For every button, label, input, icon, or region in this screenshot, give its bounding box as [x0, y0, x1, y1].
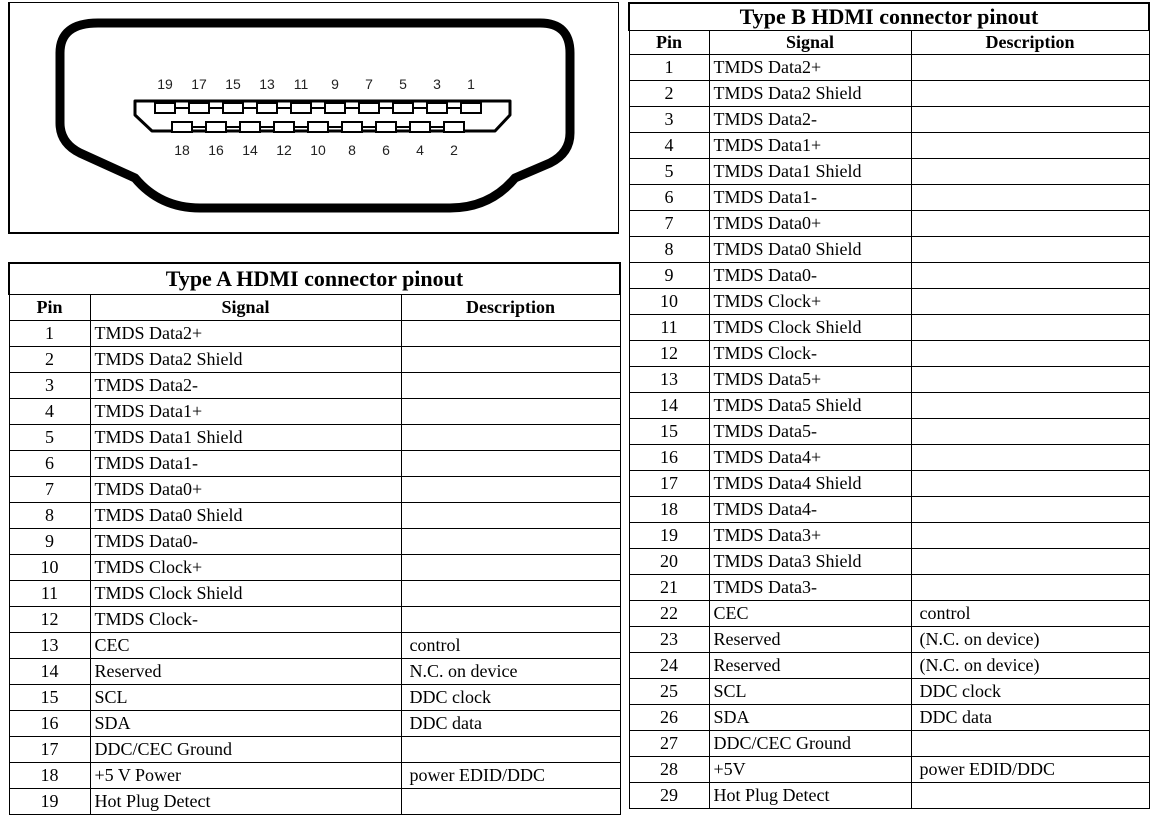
pin-cell: 18 [9, 762, 90, 788]
description-cell [401, 372, 620, 398]
column-header-description: Description [911, 30, 1149, 54]
description-cell: DDC clock [911, 678, 1149, 704]
signal-cell: TMDS Data3- [709, 574, 911, 600]
pin-cell: 13 [9, 632, 90, 658]
table-row [629, 418, 1149, 444]
pin-cell: 9 [629, 262, 709, 288]
signal-cell: TMDS Data3 Shield [709, 548, 911, 574]
pin-cell: 3 [9, 372, 90, 398]
description-cell [911, 782, 1149, 808]
signal-cell: TMDS Data0- [709, 262, 911, 288]
signal-cell: TMDS Data1+ [90, 398, 401, 424]
pin-contact [189, 103, 209, 113]
table-row [629, 262, 1149, 288]
signal-cell: Hot Plug Detect [90, 788, 401, 814]
table-row [629, 210, 1149, 236]
signal-cell: TMDS Clock Shield [90, 580, 401, 606]
description-cell: DDC data [401, 710, 620, 736]
table-row [9, 398, 620, 424]
description-cell [401, 398, 620, 424]
table-row [9, 658, 620, 684]
pin-contact [206, 122, 226, 132]
signal-cell: TMDS Data0- [90, 528, 401, 554]
pin-contact [240, 122, 260, 132]
pin-number-label: 4 [416, 142, 424, 158]
pin-number-label: 11 [293, 76, 309, 92]
signal-cell: +5 V Power [90, 762, 401, 788]
pin-cell: 10 [629, 288, 709, 314]
signal-cell: Reserved [90, 658, 401, 684]
signal-cell: TMDS Data2- [90, 372, 401, 398]
description-cell [911, 262, 1149, 288]
pin-contact [444, 122, 464, 132]
signal-cell: CEC [90, 632, 401, 658]
signal-cell: TMDS Data2 Shield [709, 80, 911, 106]
table-row [629, 782, 1149, 808]
description-cell: control [401, 632, 620, 658]
pin-cell: 15 [629, 418, 709, 444]
signal-cell: TMDS Data4+ [709, 444, 911, 470]
signal-cell: Reserved [709, 626, 911, 652]
signal-cell: TMDS Data2+ [90, 320, 401, 346]
pin-cell: 13 [629, 366, 709, 392]
table-row [629, 444, 1149, 470]
pin-cell: 17 [9, 736, 90, 762]
signal-cell: TMDS Data0 Shield [709, 236, 911, 262]
signal-cell: DDC/CEC Ground [90, 736, 401, 762]
table-row [629, 392, 1149, 418]
pin-contact [291, 103, 311, 113]
pin-cell: 26 [629, 704, 709, 730]
pin-cell: 29 [629, 782, 709, 808]
table-row [9, 528, 620, 554]
table-row [629, 366, 1149, 392]
description-cell [401, 424, 620, 450]
signal-cell: TMDS Data4- [709, 496, 911, 522]
description-cell: DDC data [911, 704, 1149, 730]
description-cell: (N.C. on device) [911, 626, 1149, 652]
pin-contact [461, 103, 481, 113]
pin-number-label: 17 [191, 76, 207, 92]
table-row [629, 184, 1149, 210]
pin-cell: 2 [629, 80, 709, 106]
pin-cell: 7 [629, 210, 709, 236]
pin-cell: 16 [9, 710, 90, 736]
table-row [9, 320, 620, 346]
table-row [629, 54, 1149, 80]
pin-cell: 5 [629, 158, 709, 184]
pin-number-label: 5 [399, 76, 407, 92]
column-header-pin: Pin [629, 30, 709, 54]
description-cell [911, 236, 1149, 262]
pin-cell: 9 [9, 528, 90, 554]
pin-contact [274, 122, 294, 132]
table-row [9, 372, 620, 398]
signal-cell: TMDS Clock- [90, 606, 401, 632]
pin-cell: 19 [629, 522, 709, 548]
pin-cell: 15 [9, 684, 90, 710]
signal-cell: TMDS Clock+ [90, 554, 401, 580]
signal-cell: SCL [90, 684, 401, 710]
signal-cell: TMDS Data1- [90, 450, 401, 476]
signal-cell: TMDS Data2 Shield [90, 346, 401, 372]
description-cell [911, 548, 1149, 574]
table-row [629, 288, 1149, 314]
pin-cell: 28 [629, 756, 709, 782]
pin-cell: 1 [9, 320, 90, 346]
signal-cell: CEC [709, 600, 911, 626]
description-cell [911, 522, 1149, 548]
table-row [629, 548, 1149, 574]
hdmi-connector-drawing [10, 3, 619, 233]
signal-cell: DDC/CEC Ground [709, 730, 911, 756]
pin-cell: 3 [629, 106, 709, 132]
table-row [629, 106, 1149, 132]
description-cell [911, 444, 1149, 470]
description-cell [401, 554, 620, 580]
pin-number-label: 1 [467, 76, 475, 92]
pin-cell: 24 [629, 652, 709, 678]
description-cell [911, 418, 1149, 444]
pin-cell: 11 [629, 314, 709, 340]
signal-cell: TMDS Clock Shield [709, 314, 911, 340]
signal-cell: TMDS Data1 Shield [709, 158, 911, 184]
description-cell [911, 132, 1149, 158]
column-header-signal: Signal [709, 30, 911, 54]
pin-cell: 22 [629, 600, 709, 626]
table-row [629, 132, 1149, 158]
table-row [629, 600, 1149, 626]
description-cell: power EDID/DDC [401, 762, 620, 788]
description-cell [911, 366, 1149, 392]
pin-number-label: 8 [348, 142, 356, 158]
description-cell [401, 502, 620, 528]
description-cell [401, 528, 620, 554]
signal-cell: TMDS Data5 Shield [709, 392, 911, 418]
description-cell [911, 730, 1149, 756]
table-row [629, 756, 1149, 782]
table-row [629, 314, 1149, 340]
pin-cell: 21 [629, 574, 709, 600]
signal-cell: TMDS Data2- [709, 106, 911, 132]
pin-number-label: 16 [208, 142, 224, 158]
pin-contact [359, 103, 379, 113]
table-row [9, 684, 620, 710]
signal-cell: TMDS Data3+ [709, 522, 911, 548]
table-row [9, 424, 620, 450]
pin-contact [325, 103, 345, 113]
table-row [9, 580, 620, 606]
pin-cell: 8 [9, 502, 90, 528]
pin-contact [393, 103, 413, 113]
description-cell: N.C. on device [401, 658, 620, 684]
pin-number-label: 9 [331, 76, 339, 92]
table-row [629, 496, 1149, 522]
signal-cell: TMDS Data0 Shield [90, 502, 401, 528]
column-header-signal: Signal [90, 294, 401, 320]
pin-cell: 14 [629, 392, 709, 418]
description-cell [911, 574, 1149, 600]
description-cell [911, 288, 1149, 314]
description-cell [401, 788, 620, 814]
signal-cell: SDA [709, 704, 911, 730]
signal-cell: TMDS Data1+ [709, 132, 911, 158]
description-cell: power EDID/DDC [911, 756, 1149, 782]
signal-cell: TMDS Data1 Shield [90, 424, 401, 450]
pin-cell: 12 [9, 606, 90, 632]
pin-cell: 23 [629, 626, 709, 652]
signal-cell: TMDS Data2+ [709, 54, 911, 80]
table-row [629, 80, 1149, 106]
pin-contact [342, 122, 362, 132]
pin-cell: 5 [9, 424, 90, 450]
table-row [9, 554, 620, 580]
signal-cell: TMDS Clock- [709, 340, 911, 366]
pin-number-label: 13 [259, 76, 275, 92]
description-cell [911, 340, 1149, 366]
pin-cell: 1 [629, 54, 709, 80]
signal-cell: +5V [709, 756, 911, 782]
pin-number-label: 19 [157, 76, 173, 92]
description-cell [911, 470, 1149, 496]
signal-cell: SDA [90, 710, 401, 736]
table-row [629, 678, 1149, 704]
table-row [9, 736, 620, 762]
description-cell [401, 346, 620, 372]
description-cell [401, 450, 620, 476]
table-row [629, 236, 1149, 262]
signal-cell: TMDS Data5- [709, 418, 911, 444]
description-cell [401, 580, 620, 606]
table-row [629, 652, 1149, 678]
signal-cell: TMDS Data4 Shield [709, 470, 911, 496]
description-cell [911, 392, 1149, 418]
pin-cell: 4 [9, 398, 90, 424]
description-cell [401, 736, 620, 762]
table-row [9, 502, 620, 528]
table-row [9, 346, 620, 372]
table-row [9, 762, 620, 788]
table-row [9, 632, 620, 658]
table-row [9, 450, 620, 476]
pin-contact [410, 122, 430, 132]
table-row [9, 476, 620, 502]
pin-cell: 19 [9, 788, 90, 814]
signal-cell: TMDS Data0+ [90, 476, 401, 502]
signal-cell: TMDS Clock+ [709, 288, 911, 314]
pin-number-label: 6 [382, 142, 390, 158]
pin-cell: 6 [629, 184, 709, 210]
pin-cell: 20 [629, 548, 709, 574]
description-cell [911, 80, 1149, 106]
pin-cell: 12 [629, 340, 709, 366]
pin-contact [427, 103, 447, 113]
description-cell [911, 496, 1149, 522]
table-title: Type A HDMI connector pinout [9, 263, 620, 294]
pin-contact [376, 122, 396, 132]
pin-cell: 18 [629, 496, 709, 522]
table-row [629, 470, 1149, 496]
pin-number-label: 2 [450, 142, 458, 158]
pin-contact [308, 122, 328, 132]
pin-number-label: 12 [276, 142, 292, 158]
column-header-pin: Pin [9, 294, 90, 320]
pin-number-label: 7 [365, 76, 373, 92]
table-title: Type B HDMI connector pinout [629, 3, 1149, 30]
pin-number-label: 14 [242, 142, 258, 158]
type-b-pinout-table [628, 2, 1150, 809]
table-row [629, 626, 1149, 652]
pin-cell: 11 [9, 580, 90, 606]
pin-contact [155, 103, 175, 113]
pin-contact [172, 122, 192, 132]
pin-cell: 14 [9, 658, 90, 684]
pin-cell: 16 [629, 444, 709, 470]
type-a-pinout-table [8, 262, 621, 815]
description-cell [401, 606, 620, 632]
pin-cell: 25 [629, 678, 709, 704]
signal-cell: SCL [709, 678, 911, 704]
pin-number-label: 18 [174, 142, 190, 158]
pin-cell: 10 [9, 554, 90, 580]
description-cell [911, 158, 1149, 184]
description-cell [911, 106, 1149, 132]
description-cell: control [911, 600, 1149, 626]
signal-cell: Reserved [709, 652, 911, 678]
pin-cell: 2 [9, 346, 90, 372]
table-row [9, 606, 620, 632]
pin-cell: 17 [629, 470, 709, 496]
table-row [629, 522, 1149, 548]
description-cell [401, 476, 620, 502]
signal-cell: TMDS Data0+ [709, 210, 911, 236]
column-header-description: Description [401, 294, 620, 320]
table-row [629, 158, 1149, 184]
description-cell [911, 184, 1149, 210]
table-row [629, 730, 1149, 756]
description-cell: (N.C. on device) [911, 652, 1149, 678]
pin-number-label: 15 [225, 76, 241, 92]
description-cell [911, 54, 1149, 80]
connector-diagram [8, 2, 619, 234]
description-cell [911, 314, 1149, 340]
table-row [629, 340, 1149, 366]
pin-number-label: 10 [310, 142, 326, 158]
pin-cell: 4 [629, 132, 709, 158]
pin-cell: 8 [629, 236, 709, 262]
table-row [629, 704, 1149, 730]
pin-contact [257, 103, 277, 113]
pin-number-label: 3 [433, 76, 441, 92]
signal-cell: TMDS Data5+ [709, 366, 911, 392]
description-cell [401, 320, 620, 346]
description-cell [911, 210, 1149, 236]
pin-cell: 7 [9, 476, 90, 502]
table-row [629, 574, 1149, 600]
table-row [9, 710, 620, 736]
pin-cell: 27 [629, 730, 709, 756]
table-row [9, 788, 620, 814]
pin-cell: 6 [9, 450, 90, 476]
signal-cell: Hot Plug Detect [709, 782, 911, 808]
signal-cell: TMDS Data1- [709, 184, 911, 210]
description-cell: DDC clock [401, 684, 620, 710]
pin-contact [223, 103, 243, 113]
